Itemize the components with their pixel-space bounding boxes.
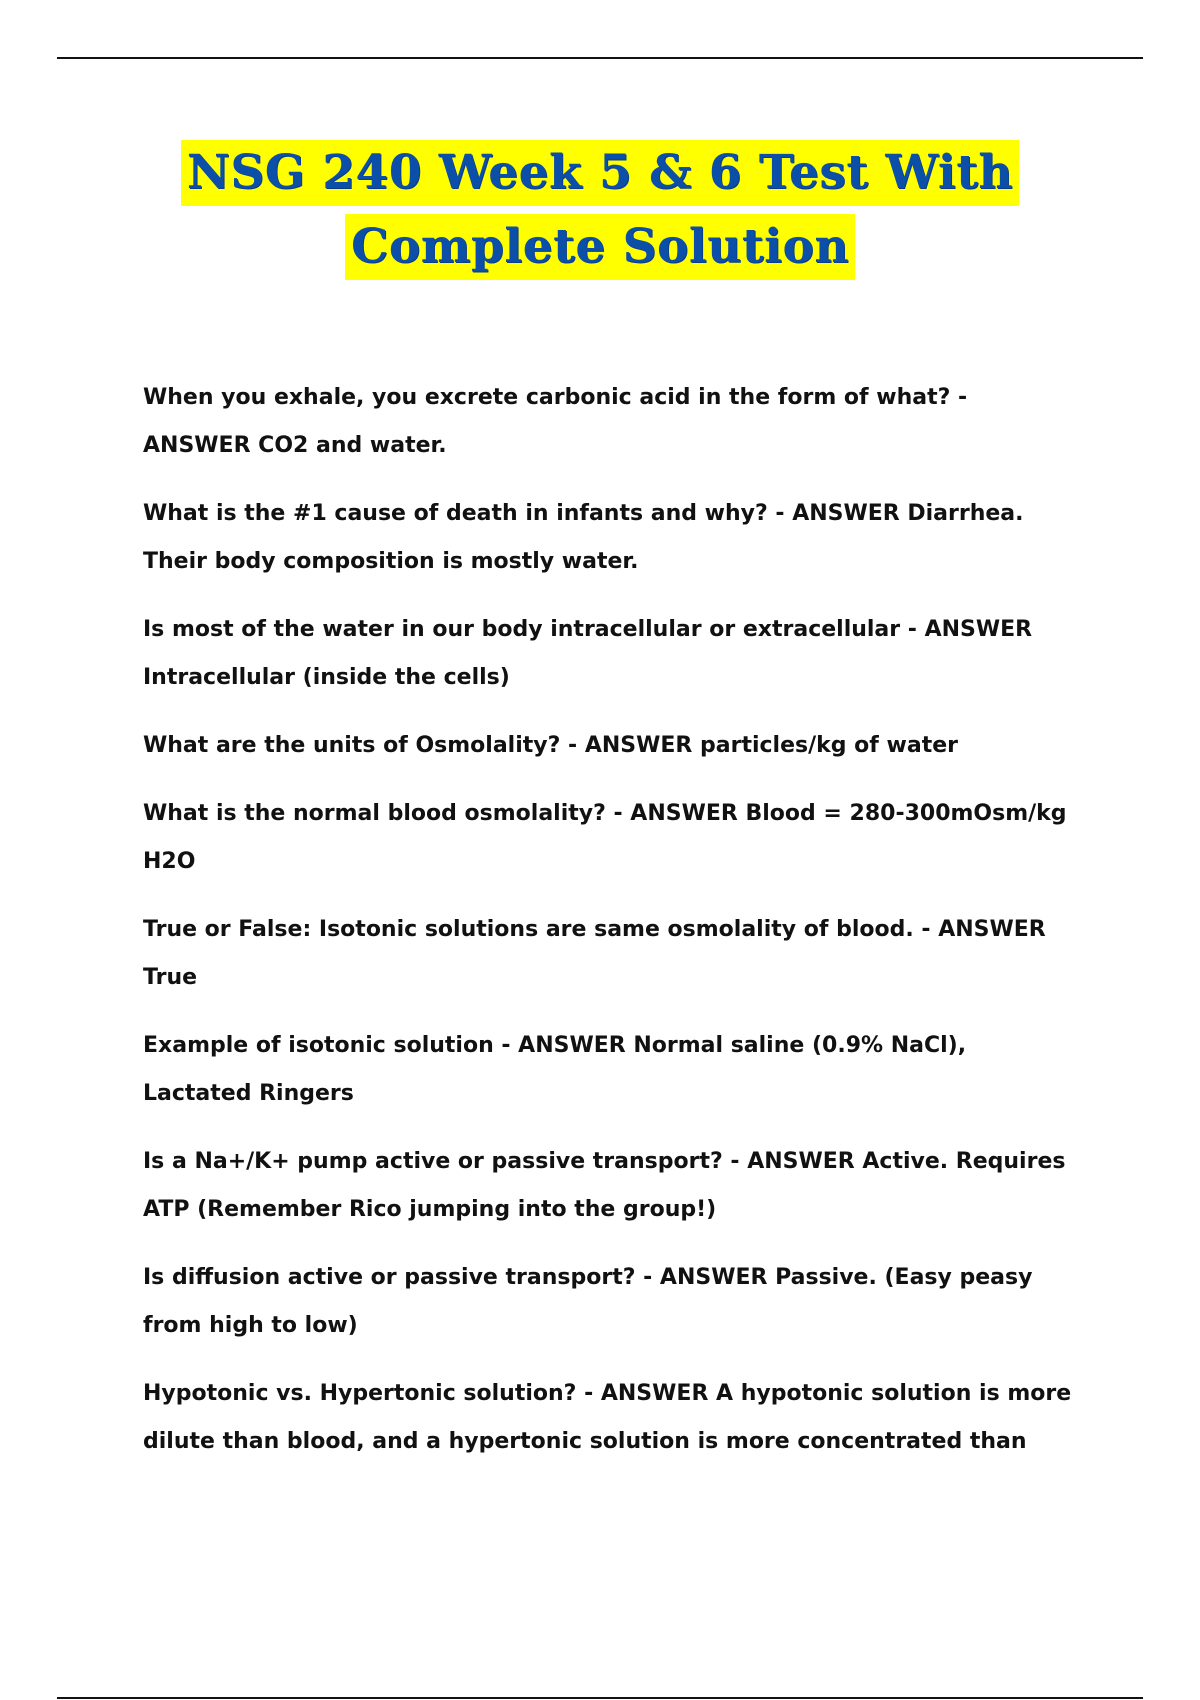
qa-item-7: Example of isotonic solution - ANSWER Normal saline (0.9% NaCl), Lactated Ringers bbox=[143, 1033, 967, 1106]
qa-item-4: What are the units of Osmolality? - ANSWER particles/kg of water bbox=[143, 733, 958, 758]
qa-item-1: When you exhale, you excrete carbonic acid in the form of what? - ANSWER CO2 and water. bbox=[143, 385, 968, 458]
qa-item-6: True or False: Isotonic solutions are same osmolality of blood. - ANSWER True bbox=[143, 917, 1046, 990]
bottom-horizontal-rule bbox=[57, 1697, 1143, 1699]
title-line-1: NSG 240 Week 5 & 6 Test With bbox=[181, 140, 1019, 206]
qa-item-9: Is diffusion active or passive transport? - ANSWER Passive. (Easy peasy from high to low) bbox=[143, 1265, 1033, 1338]
qa-item-2: What is the #1 cause of death in infants and why? - ANSWER Diarrhea. Their body composition is mostly water. bbox=[143, 501, 1024, 574]
title-line-2: Complete Solution bbox=[345, 214, 855, 280]
qa-list bbox=[143, 374, 1078, 1486]
qa-item-3: Is most of the water in our body intracellular or extracellular - ANSWER Intracellular (inside the cells) bbox=[143, 617, 1033, 690]
top-horizontal-rule bbox=[57, 57, 1143, 59]
qa-item-5: What is the normal blood osmolality? - ANSWER Blood = 280-300mOsm/kg H2O bbox=[143, 801, 1067, 874]
qa-item-8: Is a Na+/K+ pump active or passive transport? - ANSWER Active. Requires ATP (Remember Rico jumping into the group!) bbox=[143, 1149, 1066, 1222]
document-title bbox=[0, 140, 1200, 288]
qa-item-10: Hypotonic vs. Hypertonic solution? - ANSWER A hypotonic solution is more dilute than blood, and a hypertonic solution is more concentrated than bbox=[143, 1381, 1072, 1454]
